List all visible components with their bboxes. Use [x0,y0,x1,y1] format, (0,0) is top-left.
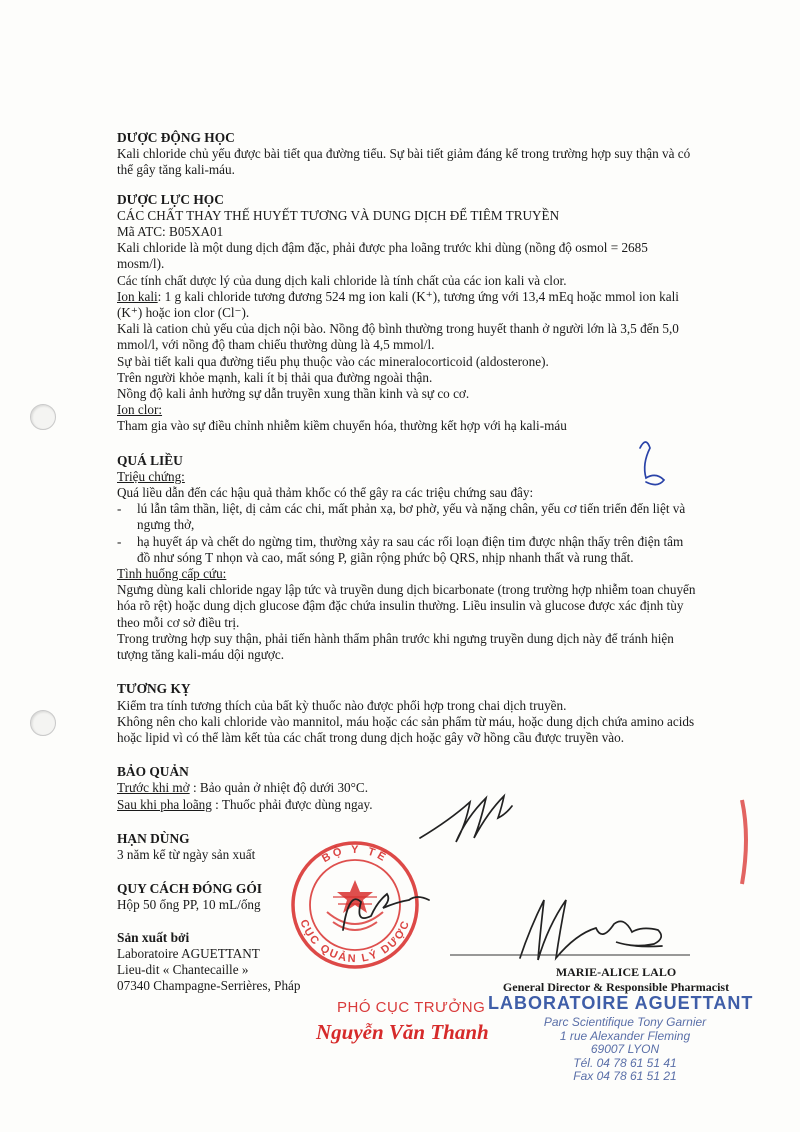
edge-stamp-fragment [742,800,746,884]
heading-duoc-dong-hoc: DƯỢC ĐỘNG HỌC [117,130,235,145]
section-duoc-dong-hoc [117,130,697,179]
paragraph: Kiểm tra tính tương thích của bất kỳ thuốc nào được phối hợp trong chai dịch truyền. [117,697,567,713]
paragraph: Trong trường hợp suy thận, phải tiến hành thẩm phân trước khi ngưng truyền dung dịch này để tránh hiện tượng tăng kali-máu dội ngược. [117,630,674,663]
address-line: 07340 Champagne-Serrières, Pháp [117,978,301,994]
official-title-stamp: PHÓ CỤC TRƯỞNG [337,999,486,1016]
address-line: 1 rue Alexander Fleming [559,1028,691,1043]
section-bao-quan [117,764,697,813]
bullet-mark: - [117,533,122,549]
paragraph: Nồng độ kali ảnh hưởng sự dẫn truyền xung thần kinh và sự co cơ. [117,386,470,402]
punch-hole [30,710,56,736]
ion-kali-label: Ion kali [117,288,158,304]
list-item-text: hạ huyết áp và chết do ngừng tim, thường xảy ra sau các rối loạn điện tim được nhận thấy trên điện tâm đồ như sóng T nhọn và cao, mất sóng P, giãn rộng phức bộ QRS, nhịp nhanh thất và rung thất. [137,533,684,565]
storage-after-label: Sau khi pha loãng [117,796,212,812]
atc-code: Mã ATC: B05XA01 [117,224,224,240]
list-item-text: lú lẫn tâm thần, liệt, dị cảm các chi, mất phản xạ, bơ phờ, yếu và nặng chân, yếu cơ tiến triển đến liệt và ngưng thở, [137,501,686,533]
paragraph: Hộp 50 ống PP, 10 mL/ống [117,897,261,913]
paragraph [117,289,697,321]
heading-duoc-luc-hoc: DƯỢC LỰC HỌC [117,191,224,207]
bullet-mark: - [117,501,122,517]
seal-top-text: BỘ Y TẾ [320,843,390,866]
signatory-name: MARIE-ALICE LALO [555,965,677,979]
address-line: Lieu-dit « Chantecaille » [117,961,249,977]
heading-tuong-ky: TƯƠNG KỴ [117,681,191,697]
storage-before-label: Trước khi mở [117,780,190,796]
trieu-chung-label: Triệu chứng: [117,468,185,484]
section-han-dung [117,830,697,866]
cap-cuu-label: Tình huống cấp cứu: [117,566,227,582]
signatory-block [466,965,766,995]
address-line: Parc Scientifique Tony Garnier [543,1015,707,1029]
heading-bao-quan: BẢO QUẢN [117,764,189,780]
section-duoc-luc-hoc [117,192,697,435]
paragraph: Quá liều dẫn đến các hậu quả thảm khốc có thể gây ra các triệu chứng sau đây: [117,485,534,501]
paragraph: Kali chloride chủ yếu được bài tiết qua đường tiểu. Sự bài tiết giảm đáng kể trong trường hợp suy thận và có thể gây tăng kali-máu. [117,146,691,178]
paragraph [117,780,697,796]
address-line: 69007 LYON [590,1042,660,1056]
paragraph: Kali là cation chủ yếu của dịch nội bào. Nồng độ bình thường trong huyết thanh ở người lớn là 3,5 đến 5,0 mmol/l, với nồng độ tham chiếu thường dùng là 4,5 mmol/l. [117,321,679,353]
heading-san-xuat: Sản xuất bởi [117,929,190,945]
storage-before-text: : Bảo quản ở nhiệt độ dưới 30°C. [189,780,369,796]
section-qua-lieu [117,453,697,664]
company-stamp-name: LABORATOIRE AGUETTANT [488,993,754,1013]
subheading: CÁC CHẤT THAY THẾ HUYẾT TƯƠNG VÀ DUNG DỊCH ĐỂ TIÊM TRUYỀN [117,207,560,223]
ion-kali-text: : 1 g kali chloride tương đương 524 mg ion kali (K⁺), tương ứng với 13,4 mEq hoặc mmol ion kali (K⁺) hoặc ion clor (Cl⁻). [117,288,679,321]
paragraph: Ngưng dùng kali chloride ngay lập tức và truyền dung dịch bicarbonate (trong trường hợp nhiễm toan chuyển hóa rõ rệt) hoặc dung dịch glucose đậm đặc chứa insulin thường. Liều insulin và glucose được xác định tùy theo mỗi cơ sở điều trị. [117,582,696,630]
official-name-stamp: Nguyễn Văn Thanh [316,1020,489,1044]
paragraph: Sự bài tiết kali qua đường tiểu phụ thuộc vào các mineralocorticoid (aldosterone). [117,353,549,369]
company-stamp-address [520,1016,730,1084]
paragraph [117,797,697,813]
section-quy-cach [117,881,697,913]
list-item [117,534,697,566]
list-item [117,501,697,533]
ion-clor-label: Ion clor: [117,402,163,418]
paragraph: Không nên cho kali chloride vào mannitol, máu hoặc các sản phẩm từ máu, hoặc dung dịch chứa amino acids hoặc lipid vì có thể làm kết tủa các chất trong dung dịch hoặc gây vỡ hồng cầu được truyền vào. [117,713,695,745]
seal-bottom-text: CỤC QUẢN LÝ DƯỢC [297,917,413,966]
section-tuong-ky [117,681,697,746]
address-line: Fax 04 78 61 51 21 [573,1069,677,1083]
signatory-role: General Director & Responsible Pharmacist [502,980,730,994]
document-body [117,130,697,1007]
paragraph: Kali chloride là một dung dịch đậm đặc, phải được pha loãng trước khi dùng (nồng độ osmol = 2685 mosm/l). [117,240,648,272]
paragraph: Tham gia vào sự điều chỉnh nhiễm kiềm chuyển hóa, thường kết hợp với hạ kali-máu [117,418,567,434]
address-line: Laboratoire AGUETTANT [117,945,260,961]
paragraph: Trên người khỏe mạnh, kali ít bị thải qua đường ngoài thận. [117,369,433,385]
heading-quy-cach: QUY CÁCH ĐÓNG GÓI [117,881,262,897]
storage-after-text: : Thuốc phải được dùng ngay. [211,796,373,812]
heading-han-dung: HẠN DÙNG [117,830,190,846]
paragraph: 3 năm kể từ ngày sản xuất [117,846,256,862]
address-line: Tél. 04 78 61 51 41 [573,1055,677,1070]
punch-hole [30,404,56,430]
heading-qua-lieu: QUÁ LIỀU [117,452,183,468]
paragraph: Các tính chất dược lý của dung dịch kali chloride là tính chất của các ion kali và clor. [117,272,567,288]
